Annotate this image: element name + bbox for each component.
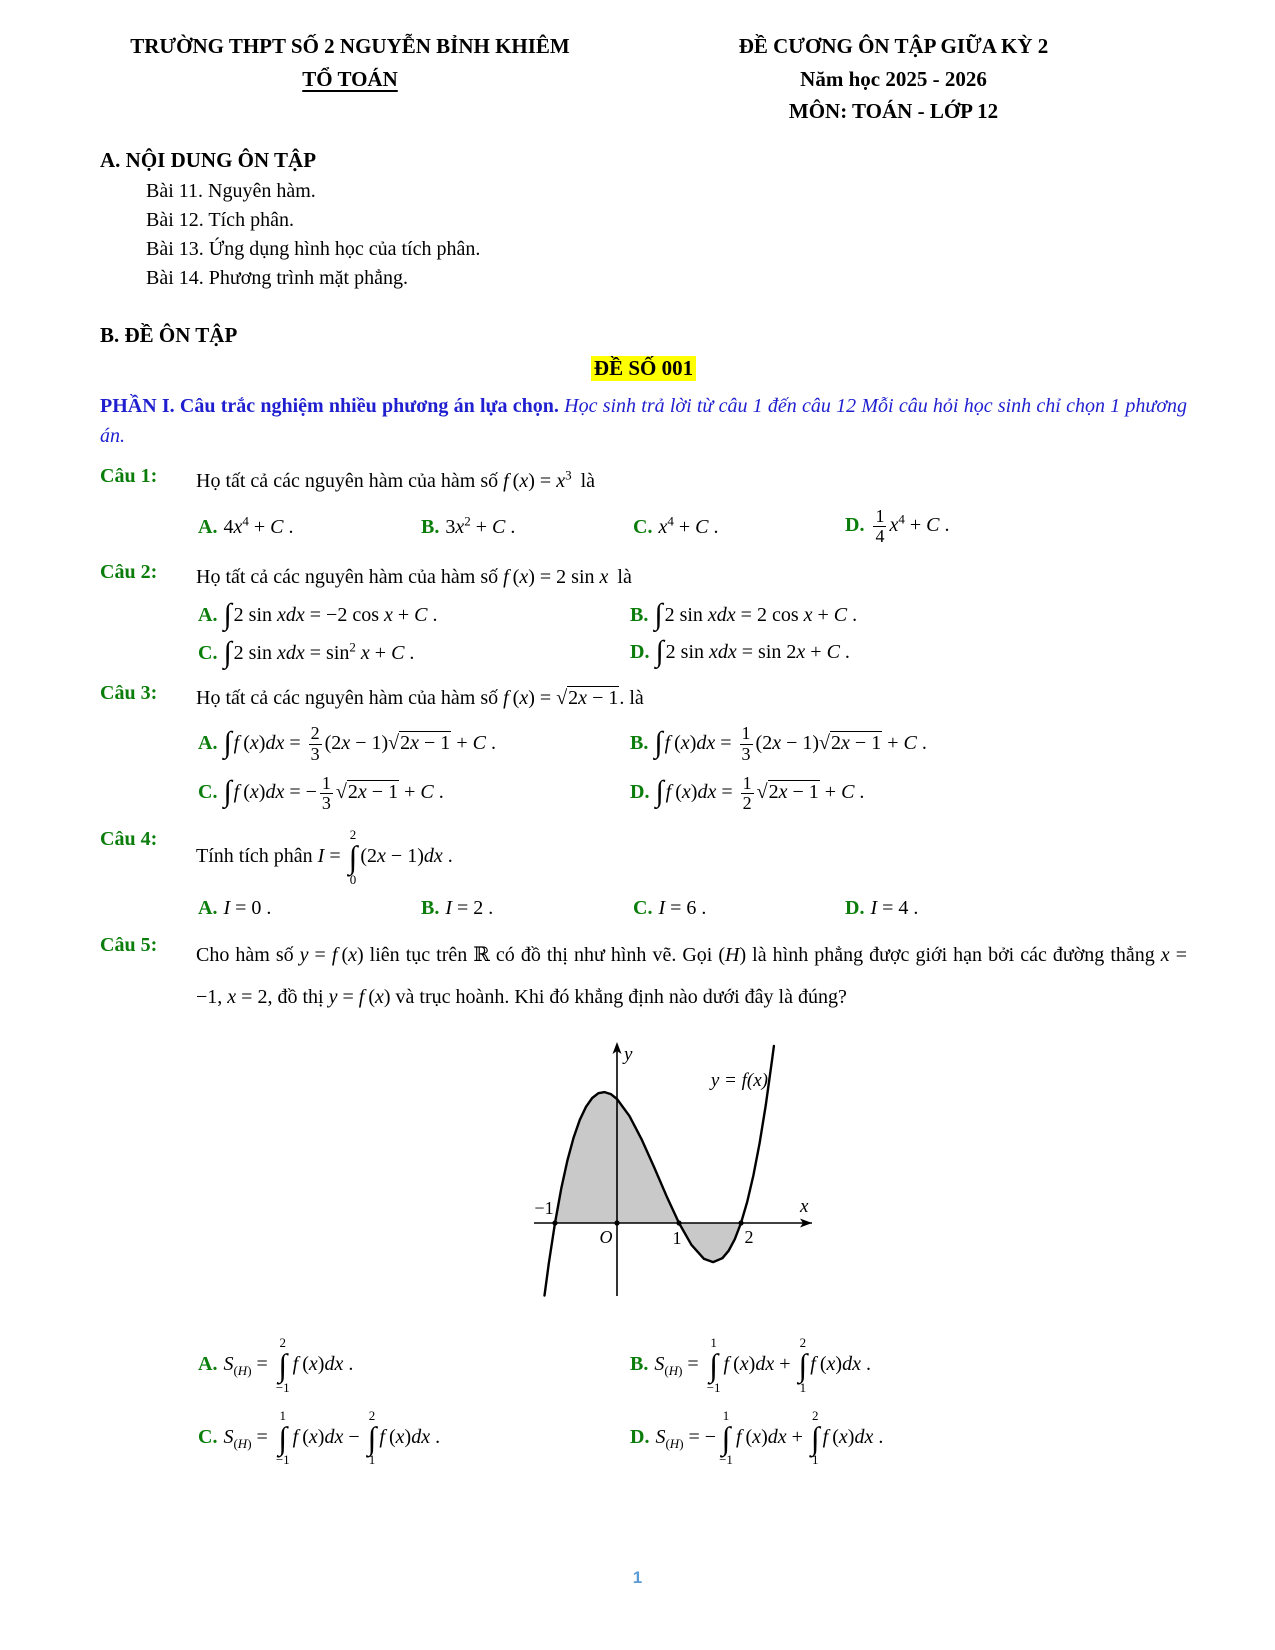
option-d	[630, 774, 1187, 814]
option-c	[198, 636, 630, 670]
question-5	[100, 934, 1187, 1468]
option-letter: C.	[198, 1425, 218, 1448]
option-text: $4x^4 + C$ .	[223, 513, 294, 539]
option-text: ∫ f (x)dx = $\frac{1}{2}$ √2x − 1 + C .	[655, 772, 865, 814]
school-year: Năm học 2025 - 2026	[800, 66, 987, 91]
option-text: $S_{(H)}$ = 1 ∫ −1 f (x)dx + 2 ∫ 1 f (x)dx .	[654, 1334, 871, 1395]
section-a-heading: A. NỘI DUNG ÔN TẬP	[100, 147, 317, 172]
lesson-item: Bài 14. Phương trình mặt phẳng.	[146, 266, 408, 289]
option-text: $x^4 + C$ .	[658, 513, 719, 539]
tick-label-2: 2	[744, 1226, 753, 1247]
option-a	[198, 597, 630, 631]
point-minus1	[552, 1220, 557, 1225]
option-letter: B.	[630, 731, 649, 754]
question-4-text: Tính tích phân I = 2 ∫ 0 (2x − 1)dx .	[196, 826, 453, 887]
school-name: TRƯỜNG THPT SỐ 2 NGUYỄN BỈNH KHIÊM	[130, 34, 570, 58]
option-text: ∫ 2 sin xdx = −2 cos x + C .	[223, 597, 438, 631]
subject-line: MÔN: TOÁN - LỚP 12	[788, 99, 999, 124]
question-1	[100, 465, 1187, 547]
option-d	[845, 897, 1187, 920]
option-text: $S_{(H)}$ = − 1 ∫ −1 f (x)dx + 2 ∫ 1 f (x)dx .	[655, 1407, 884, 1468]
option-letter: C.	[198, 781, 218, 804]
option-b	[421, 897, 633, 920]
section-a	[100, 148, 1187, 293]
question-5-options	[198, 1336, 1187, 1468]
option-d	[630, 635, 1187, 669]
option-letter: D.	[630, 781, 650, 804]
option-text: ∫ 2 sin xdx = 2 cos x + C .	[654, 597, 858, 631]
option-text: ∫ f (x)dx = $\frac{2}{3}$ (2x − 1)√2x − 1 + C .	[223, 723, 496, 764]
option-letter: A.	[198, 516, 218, 539]
x-axis-label: x	[799, 1195, 808, 1217]
option-text: I = 0 .	[223, 896, 272, 919]
option-text: ∫ 2 sin xdx = $\sin^2 x + C$ .	[223, 636, 415, 670]
option-letter: B.	[421, 516, 440, 539]
question-3	[100, 682, 1187, 814]
question-2	[100, 561, 1187, 669]
graph-svg	[522, 1028, 832, 1320]
exam-number-badge: ĐỀ SỐ 001	[591, 356, 696, 381]
part1-instruction: Học sinh trả lời từ câu 1 đến câu 12 Mỗi câu hỏi học sinh chỉ chọn 1 phương án.	[100, 394, 1187, 447]
curve-label: y = f(x)	[710, 1069, 768, 1091]
option-a	[198, 897, 421, 920]
option-a	[198, 1336, 630, 1395]
option-letter: C.	[633, 516, 653, 539]
option-text: $S_{(H)}$ = 2 ∫ −1 f (x)dx .	[223, 1334, 354, 1395]
question-4-body	[196, 828, 1187, 920]
option-letter: A.	[198, 896, 218, 919]
question-4	[100, 828, 1187, 920]
question-4-options	[198, 897, 1187, 920]
option-d	[845, 507, 1187, 547]
option-a	[198, 514, 421, 540]
option-b	[630, 597, 1187, 631]
question-3-text: Họ tất cả các nguyên hàm của hàm số f (x) = √2x − 1. là	[196, 687, 644, 710]
option-letter: D.	[630, 1425, 650, 1448]
question-5-number: Câu 5:	[100, 933, 158, 956]
question-4-number: Câu 4:	[100, 827, 158, 850]
tick-label-1: 1	[672, 1227, 681, 1248]
option-d	[630, 1409, 1187, 1468]
option-letter: D.	[845, 896, 865, 919]
option-c	[198, 1409, 630, 1468]
origin-label: O	[599, 1226, 612, 1247]
question-3-options	[198, 724, 1187, 814]
question-2-text: Họ tất cả các nguyên hàm của hàm số f (x) = 2 sin x là	[196, 565, 632, 588]
page-number: 1	[632, 1568, 643, 1587]
question-1-options	[198, 507, 1187, 547]
option-letter: A.	[198, 1352, 218, 1375]
option-b	[421, 514, 633, 540]
option-c	[633, 897, 845, 920]
function-graph-figure	[166, 1028, 1187, 1326]
point-1	[676, 1220, 681, 1225]
tick-label-minus1: −1	[533, 1197, 554, 1218]
lesson-item: Bài 12. Tích phân.	[146, 208, 294, 231]
doc-title: ĐỀ CƯƠNG ÔN TẬP GIỮA KỲ 2	[738, 34, 1049, 58]
option-text: ∫ f (x)dx = $\frac{1}{3}$ (2x − 1)√2x − 1 + C .	[654, 723, 927, 764]
part1-intro	[100, 391, 1187, 451]
part1-heading: PHẦN I. Câu trắc nghiệm nhiều phương án lựa chọn.	[100, 394, 565, 417]
option-letter: D.	[630, 641, 650, 664]
question-1-text: Họ tất cả các nguyên hàm của hàm số f $(x) = x^3$ là	[196, 466, 596, 492]
page-header	[100, 30, 1187, 128]
option-b	[630, 724, 1187, 764]
question-1-body	[196, 465, 1187, 547]
question-2-body	[196, 561, 1187, 669]
option-c	[633, 514, 845, 540]
option-letter: A.	[198, 731, 218, 754]
option-letter: B.	[630, 603, 649, 626]
question-2-options	[198, 597, 1187, 670]
option-letter: B.	[421, 896, 440, 919]
option-text: $S_{(H)}$ = 1 ∫ −1 f (x)dx − 2 ∫ 1 f (x)dx .	[223, 1407, 441, 1468]
option-text: $3x^2 + C$ .	[445, 513, 516, 539]
lesson-item: Bài 13. Ứng dụng hình học của tích phân.	[146, 237, 481, 260]
section-b-heading: B. ĐỀ ÔN TẬP	[100, 322, 238, 347]
question-3-body	[196, 682, 1187, 814]
header-title-block	[600, 30, 1187, 128]
y-axis-label: y	[623, 1043, 632, 1065]
point-2	[738, 1220, 743, 1225]
exam-number-line	[100, 356, 1187, 381]
question-5-text: Cho hàm số y = f (x) liên tục trên ℝ có đồ thị như hình vẽ. Gọi (H) là hình phẳng được giới hạn bởi các đường thẳng x = −1, x = 2, đồ thị y = f (x) và trục hoành. Khi đó khẳng định nào dưới đây là đúng?	[196, 943, 1187, 1008]
section-a-items	[146, 177, 1187, 293]
option-c	[198, 774, 630, 814]
question-2-number: Câu 2:	[100, 560, 158, 583]
option-text: I = 2 .	[445, 896, 494, 919]
question-3-number: Câu 3:	[100, 682, 158, 705]
option-a	[198, 724, 630, 764]
option-letter: A.	[198, 603, 218, 626]
option-letter: D.	[845, 514, 865, 537]
option-text: $\frac{1}{4}$ $x^4 + C$ .	[875, 505, 950, 547]
option-letter: C.	[198, 642, 218, 665]
lesson-item: Bài 11. Nguyên hàm.	[146, 179, 316, 202]
option-letter: C.	[633, 896, 653, 919]
option-b	[630, 1336, 1187, 1395]
option-text: I = 6 .	[658, 896, 707, 919]
point-origin	[614, 1220, 619, 1225]
question-5-body	[196, 934, 1187, 1468]
option-text: ∫ f (x)dx = − $\frac{1}{3}$ √2x − 1 + C .	[223, 772, 444, 814]
option-text: I = 4 .	[870, 896, 919, 919]
header-school-block	[100, 30, 600, 128]
option-text: ∫ 2 sin xdx = sin 2x + C .	[655, 635, 850, 669]
option-letter: B.	[630, 1352, 649, 1375]
question-1-number: Câu 1:	[100, 464, 158, 487]
department-name: TỔ TOÁN	[302, 66, 398, 91]
